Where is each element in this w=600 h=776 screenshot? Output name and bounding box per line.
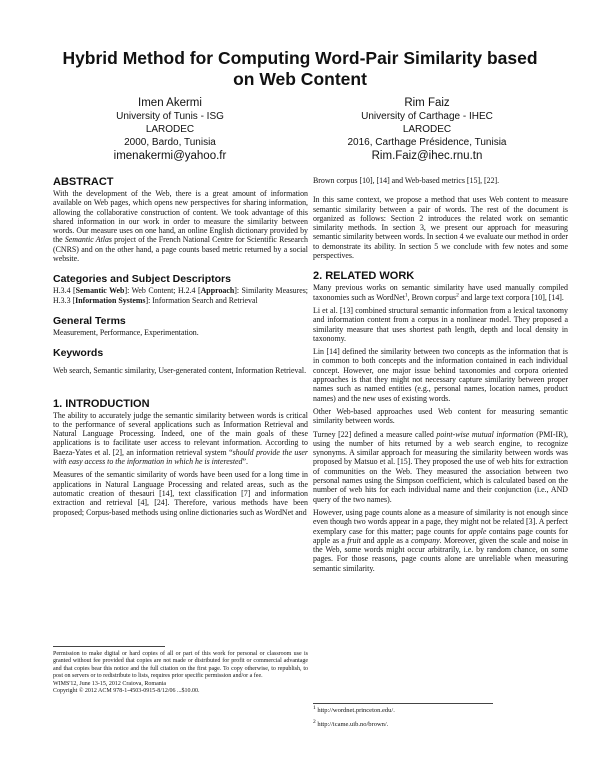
author-email: Rim.Faiz@ihec.rnu.tn [371, 150, 483, 162]
abstract-text: With the development of the Web, there is a great amount of information available on Web pages, which opens new perspectives for sharing information, allowing the collaborative construction of content. We took advantage of this shared information in our work in order to measure the similarity between words. Our measure uses on one hand, an online English dictionary provided by the Semantic Atlas project of the French National Centre for Scientific Research (CNRS) and on the other hand, a page counts based metric returned by a social website. [53, 189, 309, 264]
abstract-heading: ABSTRACT [53, 176, 114, 188]
footnote-1-link[interactable]: http://wordnet.princeton.edu/. [315, 707, 395, 714]
intro-paragraph-1: The ability to accurately judge the semantic similarity between words is critical to the performance of several applications such as Information Retrieval and Natural Language Processing. Indeed, one of the main goals of these applications is to facilitate user access to relevant information. According to Baeza-Yates et al. [2], an information retrieval system “should provide the user with easy access to the information in which he is interested”. [53, 410, 308, 467]
footnote-1: $^1$ http://wordnet.princeton.edu/. [313, 704, 395, 714]
related-paragraph-4: Other Web-based approaches used Web content for measuring semantic similarity between words. [313, 406, 568, 426]
intro-heading: 1. INTRODUCTION [53, 397, 150, 410]
conference-venue: WIMS'12, June 13-15, 2012 Craiova, Romania [53, 680, 167, 687]
footnote-divider [313, 703, 493, 704]
paper-title [40, 48, 560, 90]
related-paragraph-1: Many previous works on semantic similarity have used manually compiled taxonomies such as WordNet$^1$, Brown corpus$^2$ and large text corpora [10], [14]. [313, 283, 568, 302]
permission-text: Permission to make digital or hard copies of all or part of this work for personal or classroom use is granted without fee provided that copies are not made or distributed for profit or commercial advantage and that copies bear this notice and the full citation on the first page. To copy otherwise, to republish, to post on servers or to redistribute to lists, requires prior specific permission and/or a fee. [53, 651, 308, 680]
intro-paragraph-2: Measures of the semantic similarity of words have been used for a long time in applications in Natural Language Processing and related areas, such as the automatic creation of thesauri [14], text classification [7] and information extraction and retrieval [4], [24]. Therefore, various methods have been proposed; Corpus-based methods using online dictionaries such as WordNet and [53, 470, 308, 517]
categories-text: H.3.4 [Semantic Web]: Web Content; H.2.4 [Approach]: Similarity Measures; H.3.3 [Information Systems]: Information Search and Retrieval [53, 286, 308, 305]
author-block-1 [45, 96, 295, 164]
general-terms-text: Measurement, Performance, Experimentation. [53, 327, 199, 337]
related-paragraph-2: Li et al. [13] combined structural semantic information from a lexical taxonomy and information content from a corpus in a nonlinear model. They proposed a similarity measure that uses shortest path length, depth and local density in taxonomy. [313, 305, 568, 343]
permission-block [53, 651, 308, 695]
author-email: imenakermi@yahoo.fr [113, 150, 227, 162]
author-address: 2016, Carthage Présidence, Tunisia [347, 137, 507, 148]
author-lab: LARODEC [402, 124, 452, 135]
author-affiliation: University of Carthage - IHEC [361, 111, 493, 122]
intro-continued: Brown corpus [10], [14] and Web-based metrics [15], [22]. [313, 176, 500, 185]
intro-paragraph-3: In this same context, we propose a method that uses Web content to measure semantic similarity between a pair of words. The rest of the document is organized as follows: Section 2 introduces the related work on semantic similarity methods. In section 3, we present our approach for measuring semantic similarity between words. In section 4 we evaluate our method in order to demonstrate its ability. In section 5 we conclude with few notes and some perspectives. [313, 195, 568, 261]
related-paragraph-6: However, using page counts alone as a measure of similarity is not enough since even though two words appear in a page, they might not be related [3]. A perfect exemplary case for this matter; page counts for apple contains page counts for apple as a fruit and apple as a company. Moreover, given the scale and noise in the Web, some words might occur arbitrarily, i.e. by random chance, on some pages. For those reasons, page counts alone are unreliable when measuring semantic similarity. [313, 507, 568, 573]
footnote-2: $^2$ http://icame.uib.no/brown/. [313, 718, 389, 728]
related-work-heading: 2. RELATED WORK [313, 270, 415, 283]
related-paragraph-5: Turney [22] defined a measure called point-wise mutual information (PMI-IR), using the number of hits returned by a web search engine, to recognize synonyms. A similar approach for measuring the similarity between words was proposed by Matsuo et al. [15]. They proposed the use of web hits for extraction of communities on the Web. They measured the association between two personal names using the Simpson coefficient, which is calculated based on the number of web hits for each individual name and their conjunction (i.e., AND query of the two names). [313, 429, 568, 504]
keywords-heading: Keywords [53, 347, 104, 360]
right-column [313, 176, 568, 577]
footnote-2-link[interactable]: http://icame.uib.no/brown/. [315, 721, 389, 728]
footnotes [313, 704, 568, 735]
permission-divider [53, 646, 165, 647]
title-line-1: Hybrid Method for Computing Word-Pair Similarity based [62, 48, 538, 68]
author-block-2 [302, 96, 552, 164]
title-line-2: on Web Content [233, 69, 367, 89]
author-lab: LARODEC [145, 124, 195, 135]
categories-heading: Categories and Subject Descriptors [53, 273, 231, 286]
author-affiliation: University of Tunis - ISG [116, 111, 224, 122]
author-name: Rim Faiz [404, 97, 450, 109]
related-paragraph-3: Lin [14] defined the similarity between two concepts as the information that is in common to both concepts and the information contained in each individual concept. However, one major issue behind taxonomies and corpora oriented approaches is that they might not necessary capture similarity between proper names such as named entities (e.g., personal names, location names, product names) and the new uses of existing words. [313, 347, 568, 403]
copyright-line: Copyright © 2012 ACM 978-1-4503-0915-8/12/06 ...$10.00. [53, 688, 200, 695]
author-name: Imen Akermi [138, 97, 202, 109]
keywords-text: Web search, Semantic similarity, User-generated content, Information Retrieval. [53, 366, 307, 376]
author-address: 2000, Bardo, Tunisia [124, 137, 216, 148]
general-terms-heading: General Terms [53, 314, 126, 327]
left-column [53, 176, 308, 521]
